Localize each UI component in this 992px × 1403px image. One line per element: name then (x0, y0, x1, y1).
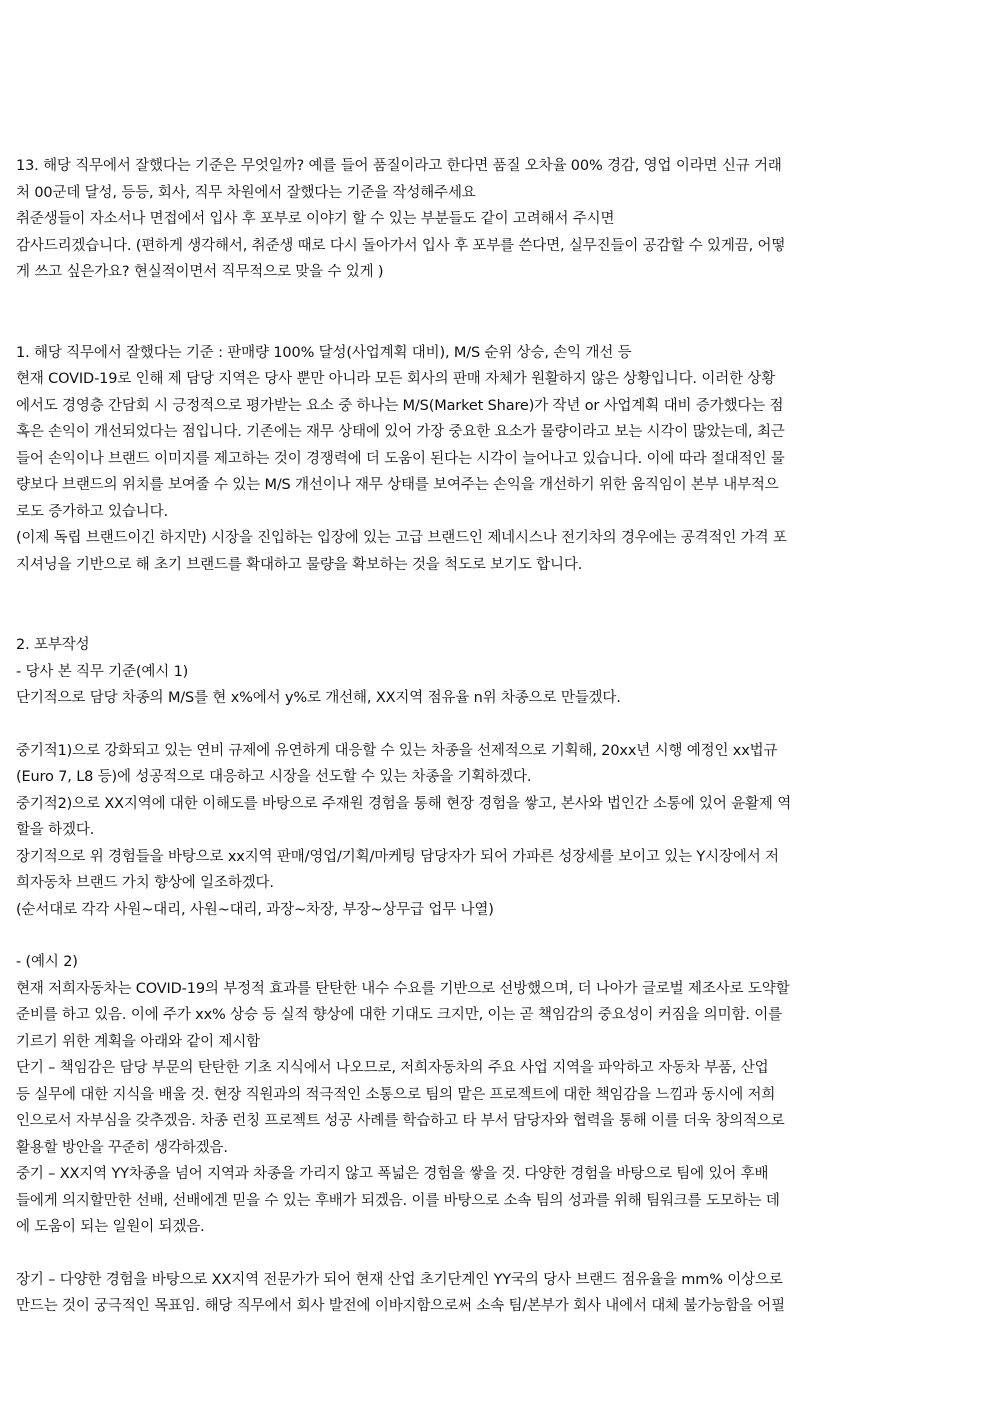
example2-line: 들에게 의지할만한 선배, 선배에겐 믿을 수 있는 후배가 되겠음. 이를 바탕으로 소속 팀의 성과를 위해 팀워크를 도모하는 데 (16, 1192, 780, 1209)
example1-line: 중기적2)으로 XX지역에 대한 이해도를 바탕으로 주재원 경험을 통해 현장 경험을 쌓고, 본사와 법인간 소통에 있어 윤활제 역 (16, 795, 792, 812)
spacer (16, 286, 968, 340)
section1-line: 들어 손익이나 브랜드 이미지를 제고하는 것이 경쟁력에 더 도움이 된다는 시각이 늘어나고 있습니다. 이에 따라 절대적인 물 (16, 450, 785, 467)
document-page (16, 153, 968, 1320)
example2-line: 에 도움이 되는 일원이 되겠음. (16, 1219, 205, 1235)
section1-heading: 1. 해당 직무에서 잘했다는 기준 : 판매량 100% 달성(사업계획 대비), M/S 순위 상승, 손익 개선 등 (16, 344, 632, 361)
example1-short-term: 단기적으로 담당 차종의 M/S를 현 x%에서 y%로 개선해, XX지역 점유율 n위 차종으로 만들겠다. (16, 690, 621, 706)
spacer (16, 578, 968, 632)
example2-line: 현재 저희자동차는 COVID-19의 부정적 효과를 탄탄한 내수 수요를 기반으로 선방했으며, 더 나아가 글로벌 제조사로 도약할 (16, 980, 790, 997)
question-line: 취준생들이 자소서나 면접에서 입사 후 포부로 이야기 할 수 있는 부분들도 같이 고려해서 주시면 (16, 211, 615, 227)
example2-line: 등 실무에 대한 지식을 배울 것. 현장 직원과의 적극적인 소통으로 팀의 맡은 프로젝트에 대한 책임감을 느낌과 동시에 저희 (16, 1086, 776, 1103)
example2-line: 활용할 방안을 꾸준히 생각하겠음. (16, 1139, 228, 1156)
section1-line: (이제 독립 브랜드이긴 하지만) 시장을 진입하는 입장에 있는 고급 브랜드인 제네시스나 전기차의 경우에는 공격적인 가격 포 (16, 530, 787, 546)
spacer (16, 1241, 968, 1267)
section1-line: 현재 COVID-19로 인해 제 담당 지역은 당사 뿐만 아니라 모든 회사의 판매 자체가 원활하지 않은 상황입니다. 이러한 상황 (16, 371, 776, 387)
example1-line: (순서대로 각각 사원~대리, 사원~대리, 과장~차장, 부장~상무급 업무 나열) (16, 901, 494, 918)
example2-line: 단기 – 책임감은 담당 부문의 탄탄한 기초 지식에서 나오므로, 저희자동차의 주요 사업 지역을 파악하고 자동차 부품, 산업 (16, 1060, 769, 1076)
section1-line: 로도 증가하고 있습니다. (16, 503, 168, 520)
example1-line: 할을 하겠다. (16, 822, 95, 838)
example1-line: (Euro 7, L8 등)에 성공적으로 대응하고 시장을 선도할 수 있는 차종을 기획하겠다. (16, 769, 532, 785)
section1-line: 지셔닝을 기반으로 해 초기 브랜드를 확대하고 물량을 확보하는 것을 척도로 보기도 합니다. (16, 556, 583, 573)
example2-line: 기르기 위한 계획을 아래와 같이 제시함 (16, 1033, 261, 1050)
question-line: 처 00군데 달성, 등등, 회사, 직무 차원에서 잘했다는 기준을 작성해주세요 (16, 184, 476, 201)
long-term-line: 만드는 것이 궁극적인 목표임. 해당 직무에서 회사 발전에 이바지함으로써 소속 팀/본부가 회사 내에서 대체 불가능함을 어필 (16, 1298, 785, 1314)
question-line: 감사드리겠습니다. (편하게 생각해서, 취준생 때로 다시 돌아가서 입사 후 포부를 쓴다면, 실무진들이 공감할 수 있게끔, 어떻 (16, 237, 786, 254)
example1-line: 중기적1)으로 강화되고 있는 연비 규제에 유연하게 대응할 수 있는 차종을 선제적으로 기획해, 20xx년 시행 예정인 xx법규 (16, 742, 778, 759)
example1-paragraph (16, 738, 968, 924)
question-line: 13. 해당 직무에서 잘했다는 기준은 무엇일까? 예를 들어 품질이라고 한다면 품질 오차율 00% 경감, 영업 이라면 신규 거래 (16, 158, 782, 174)
section1-line: 혹은 손익이 개선되었다는 점입니다. 기존에는 재무 상태에 있어 가장 중요한 요소가 물량이라고 보는 시각이 많았는데, 최근 (16, 424, 785, 440)
section2-intro (16, 632, 968, 712)
example2-paragraph (16, 949, 968, 1241)
long-term-paragraph (16, 1267, 968, 1320)
spacer (16, 712, 968, 738)
example2-label: - (예시 2) (16, 954, 78, 970)
section1-line: 에서도 경영층 간담회 시 긍정적으로 평가받는 요소 중 하나는 M/S(Market Share)가 작년 or 사업계획 대비 증가했다는 점 (16, 397, 784, 414)
example1-line: 희자동차 브랜드 가치 향상에 일조하겠다. (16, 875, 274, 891)
example2-line: 인으로서 자부심을 갖추겠음. 차종 런칭 프로젝트 성공 사례를 학습하고 타 부서 담당자와 협력을 통해 이를 더욱 창의적으로 (16, 1113, 785, 1129)
question-paragraph (16, 153, 968, 286)
example2-line: 준비를 하고 있음. 이에 주가 xx% 상승 등 실적 향상에 대한 기대도 크지만, 이는 곧 책임감의 중요성이 커짐을 의미함. 이를 (16, 1007, 783, 1023)
example2-line: 중기 – XX지역 YY차종을 넘어 지역과 차종을 가리지 않고 폭넓은 경험을 쌓을 것. 다양한 경험을 바탕으로 팀에 있어 후배 (16, 1166, 769, 1182)
long-term-line: 장기 – 다양한 경험을 바탕으로 XX지역 전문가가 되어 현재 산업 초기단계인 YY국의 당사 브랜드 점유율을 mm% 이상으로 (16, 1271, 783, 1288)
section1-paragraph (16, 340, 968, 579)
spacer (16, 923, 968, 949)
section2-heading: 2. 포부작성 (16, 637, 90, 653)
question-line: 게 쓰고 싶은가요? 현실적이면서 직무적으로 맞을 수 있게 ) (16, 264, 384, 280)
example1-label: - 당사 본 직무 기준(예시 1) (16, 663, 189, 680)
example1-line: 장기적으로 위 경험들을 바탕으로 xx지역 판매/영업/기획/마케팅 담당자가 되어 가파른 성장세를 보이고 있는 Y시장에서 저 (16, 848, 779, 865)
section1-line: 량보다 브랜드의 위치를 보여줄 수 있는 M/S 개선이나 재무 상태를 보여주는 손익을 개선하기 위한 움직임이 본부 내부적으 (16, 477, 779, 493)
